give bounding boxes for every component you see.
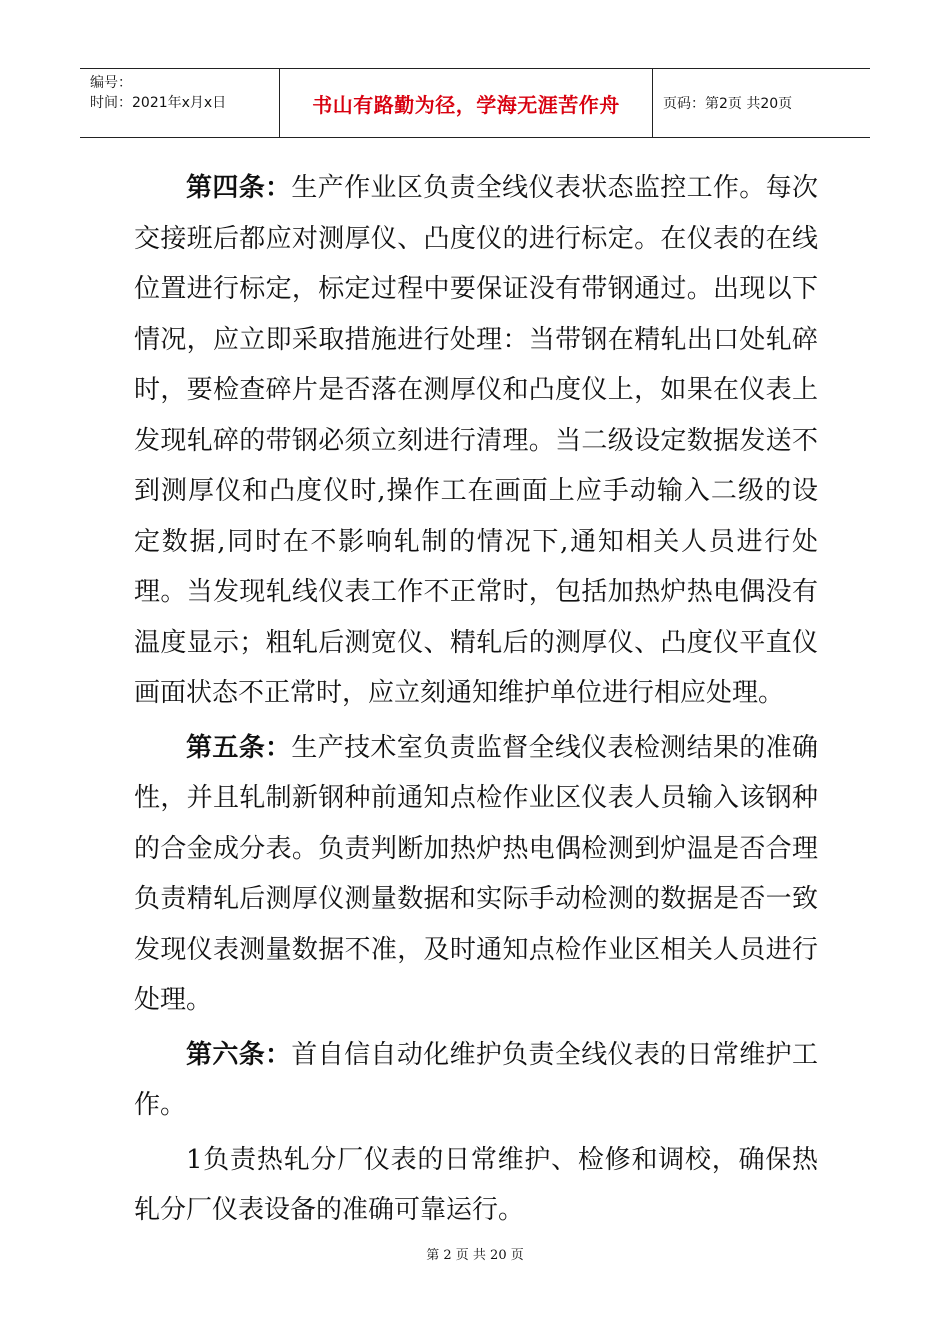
article-4-heading: 第四条： — [186, 173, 292, 203]
article-5-heading: 第五条： — [186, 732, 292, 763]
document-body — [134, 163, 818, 1236]
article-6-paragraph — [134, 1030, 818, 1131]
article-4-paragraph — [134, 163, 818, 719]
motto-cell — [280, 69, 653, 137]
page-info-text: 页码：第2页 共20页 — [663, 96, 793, 112]
item-1-paragraph — [134, 1135, 818, 1236]
article-4-text: 生产作业区负责全线仪表状态监控工作。每次交接班后都应对测厚仪、凸度仪的进行标定。在仪表的在线位置进行标定，标定过程中要保证没有带钢通过。出现以下情况，应立即采取措施进行处理：当带钢在精轧出口处轧碎时，要检查碎片是否落在测厚仪和凸度仪上，如果在仪表上发现轧碎的带钢必须立刻进行清理。当二级设定数据发送不到测厚仪和凸度仪时,操作工在画面上应手动输入二级的设定数据,同时在不影响轧制的情况下,通知相关人员进行处理。当发现轧线仪表工作不正常时，包括加热炉热电偶没有温度显示；粗轧后测宽仪、精轧后的测厚仪、凸度仪平直仪画面状态不正常时，应立刻通知维护单位进行相应处理。 — [134, 173, 818, 708]
item-1-text: 1负责热轧分厂仪表的日常维护、检修和调校，确保热轧分厂仪表设备的准确可靠运行。 — [134, 1144, 818, 1225]
page-info-cell — [653, 69, 870, 137]
article-6-text: 首自信自动化维护负责全线仪表的日常维护工作。 — [134, 1039, 818, 1120]
document-header — [80, 68, 870, 138]
page-footer — [0, 1244, 950, 1263]
article-6-heading: 第六条： — [186, 1039, 292, 1070]
time-label: 时间：2021年x月x日 — [90, 95, 227, 111]
article-5-text: 生产技术室负责监督全线仪表检测结果的准确性，并且轧制新钢种前通知点检作业区仪表人员输入该钢种的合金成分表。负责判断加热炉热电偶检测到炉温是否合理负责精轧后测厚仪测量数据和实际手动检测的数据是否一致发现仪表测量数据不准，及时通知点检作业区相关人员进行处理。 — [134, 732, 818, 1015]
footer-page-number: 第 2 页 共 20 页 — [426, 1248, 524, 1263]
header-meta-cell — [80, 69, 280, 137]
code-label: 编号： — [90, 75, 132, 91]
motto-text: 书山有路勤为径，学海无涯苦作舟 — [312, 92, 620, 117]
article-5-paragraph — [134, 723, 818, 1026]
